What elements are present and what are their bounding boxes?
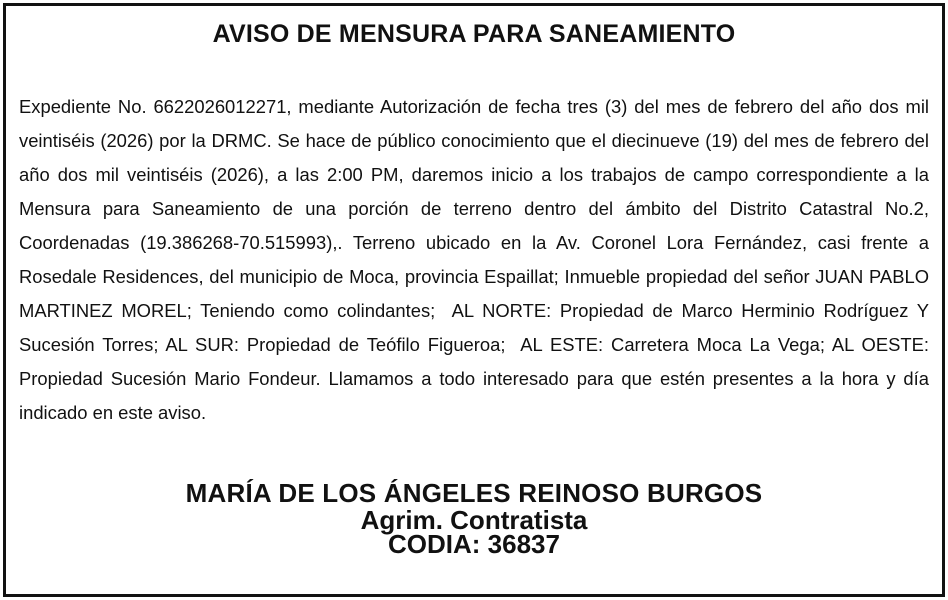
signature-name: MARÍA DE LOS ÁNGELES REINOSO BURGOS [185, 478, 763, 508]
signature-role: Agrim. Contratista [360, 505, 588, 535]
notice-title: AVISO DE MENSURA PARA SANEAMIENTO [212, 20, 736, 48]
notice-frame [3, 3, 945, 597]
signature-block [6, 478, 942, 559]
signature-codia: CODIA: 36837 [388, 529, 560, 559]
notice-body: Expediente No. 6622026012271, mediante Autorización de fecha tres (3) del mes de febrero del año dos mil veintiséis (2026) por la DRMC. Se hace de público conocimiento que el diecinueve (19) del mes de febrero del año dos mil veintiséis (2026), a las 2:00 PM, daremos inicio a los trabajos de campo correspondiente a la Mensura para Saneamiento de una porción de terreno dentro del ámbito del Distrito Catastral No.2, Coordenadas (19.386268-70.515993),. Terreno ubicado en la Av. Coronel Lora Fernández, casi frente a Rosedale Residences, del municipio de Moca, provincia Espaillat; Inmueble propiedad del señor JUAN PABLO MARTINEZ MOREL; Teniendo como colindantes; AL NORTE: Propiedad de Marco Herminio Rodríguez Y Sucesión Torres; AL SUR: Propiedad de Teófilo Figueroa; AL ESTE: Carretera Moca La Vega; AL OESTE: Propiedad Sucesión Mario Fondeur. Llamamos a todo interesado para que estén presentes a la hora y día indicado en este aviso. [19, 96, 935, 423]
